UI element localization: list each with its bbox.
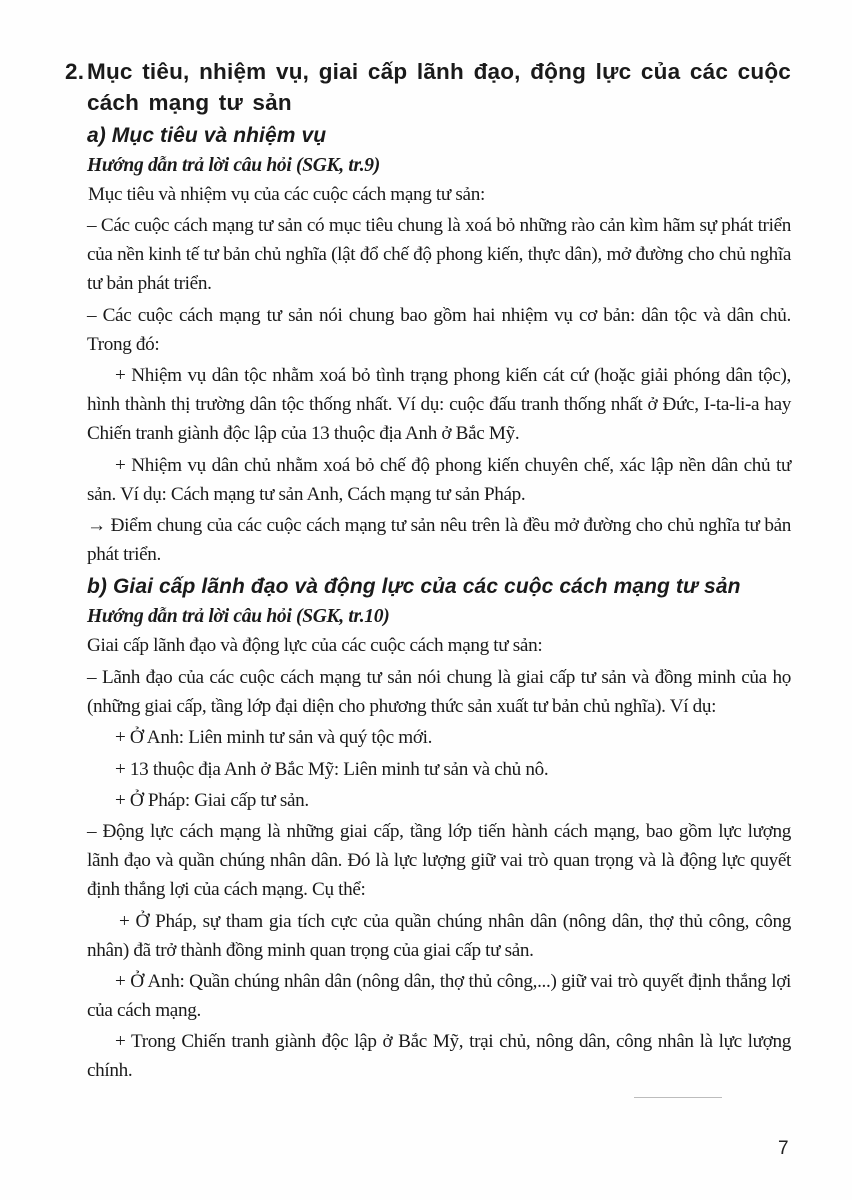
paragraph-b-england-masses: + Ở Anh: Quần chúng nhân dân (nông dân, thợ thủ công,...) giữ vai trò quyết định thắng lợi của cách mạng. (87, 971, 791, 1022)
section-number: 2. (65, 59, 85, 84)
page-number: 7 (778, 1138, 789, 1159)
section-heading (65, 56, 791, 118)
paragraph-a-tasks: – Các cuộc cách mạng tư sản nói chung bao gồm hai nhiệm vụ cơ bản: dân tộc và dân chủ. Trong đó: (87, 304, 791, 355)
paragraph-b-driving-force: – Động lực cách mạng là những giai cấp, tầng lớp tiến hành cách mạng, bao gồm lực lượng lãnh đạo và quần chúng nhân dân. Đó là lực lượng giữ vai trò quan trọng và là động lực quyết định thắng lợi của cách mạng. Cụ thể: (87, 821, 791, 901)
subheading-b: b) Giai cấp lãnh đạo và động lực của các cuộc cách mạng tư sản (87, 575, 741, 599)
paragraph-b-france-masses: + Ở Pháp, sự tham gia tích cực của quần chúng nhân dân (nông dân, thợ thủ công, công nhân) đã trở thành đồng minh quan trọng của giai cấp tư sản. (87, 910, 791, 961)
paragraph-b-north-america: + 13 thuộc địa Anh ở Bắc Mỹ: Liên minh tư sản và chủ nô. (115, 758, 549, 780)
end-rule (634, 1097, 722, 1098)
subheading-a: a) Mục tiêu và nhiệm vụ (87, 124, 327, 147)
paragraph-b-england: + Ở Anh: Liên minh tư sản và quý tộc mới. (115, 727, 433, 749)
paragraph-a-democratic-task: + Nhiệm vụ dân chủ nhằm xoá bỏ chế độ phong kiến chuyên chế, xác lập nền dân chủ tư sản. Ví dụ: Cách mạng tư sản Anh, Cách mạng tư sản Pháp. (87, 454, 791, 505)
paragraph-b-leadership: – Lãnh đạo của các cuộc cách mạng tư sản nói chung là giai cấp tư sản và đồng minh của họ (những giai cấp, tầng lớp đại diện cho phương thức sản xuất tư bản chủ nghĩa). Ví dụ: (87, 666, 791, 717)
paragraph-a-intro: Mục tiêu và nhiệm vụ của các cuộc cách mạng tư sản: (88, 184, 485, 205)
page-content (65, 56, 791, 1088)
answer-guide-b: Hướng dẫn trả lời câu hỏi (SGK, tr.10) (87, 606, 390, 628)
section-title: Mục tiêu, nhiệm vụ, giai cấp lãnh đạo, động lực của các cuộc cách mạng tư sản (87, 59, 791, 115)
answer-guide-a: Hướng dẫn trả lời câu hỏi (SGK, tr.9) (87, 155, 380, 176)
paragraph-a-national-task: + Nhiệm vụ dân tộc nhằm xoá bỏ tình trạng phong kiến cát cứ (hoặc giải phóng dân tộc), hình thành thị trường dân tộc thống nhất. Ví dụ: cuộc đấu tranh thống nhất ở Đức, I-ta-li-a hay Chiến tranh giành độc lập của 13 thuộc địa Anh ở Bắc Mỹ. (87, 365, 791, 445)
paragraph-b-france: + Ở Pháp: Giai cấp tư sản. (115, 789, 309, 811)
paragraph-b-intro: Giai cấp lãnh đạo và động lực của các cuộc cách mạng tư sản: (87, 635, 543, 657)
paragraph-b-independence-war: + Trong Chiến tranh giành độc lập ở Bắc Mỹ, trại chủ, nông dân, công nhân là lực lượng chính. (87, 1031, 791, 1082)
paragraph-a-conclusion: → Điểm chung của các cuộc cách mạng tư sản nêu trên là đều mở đường cho chủ nghĩa tư bản phát triển. (87, 514, 791, 565)
paragraph-a-goal: – Các cuộc cách mạng tư sản có mục tiêu chung là xoá bỏ những rào cản kìm hãm sự phát triển của nền kinh tế tư bản chủ nghĩa (lật đổ chế độ phong kiến, thực dân), mở đường cho chủ nghĩa tư bản phát triển. (87, 215, 791, 295)
